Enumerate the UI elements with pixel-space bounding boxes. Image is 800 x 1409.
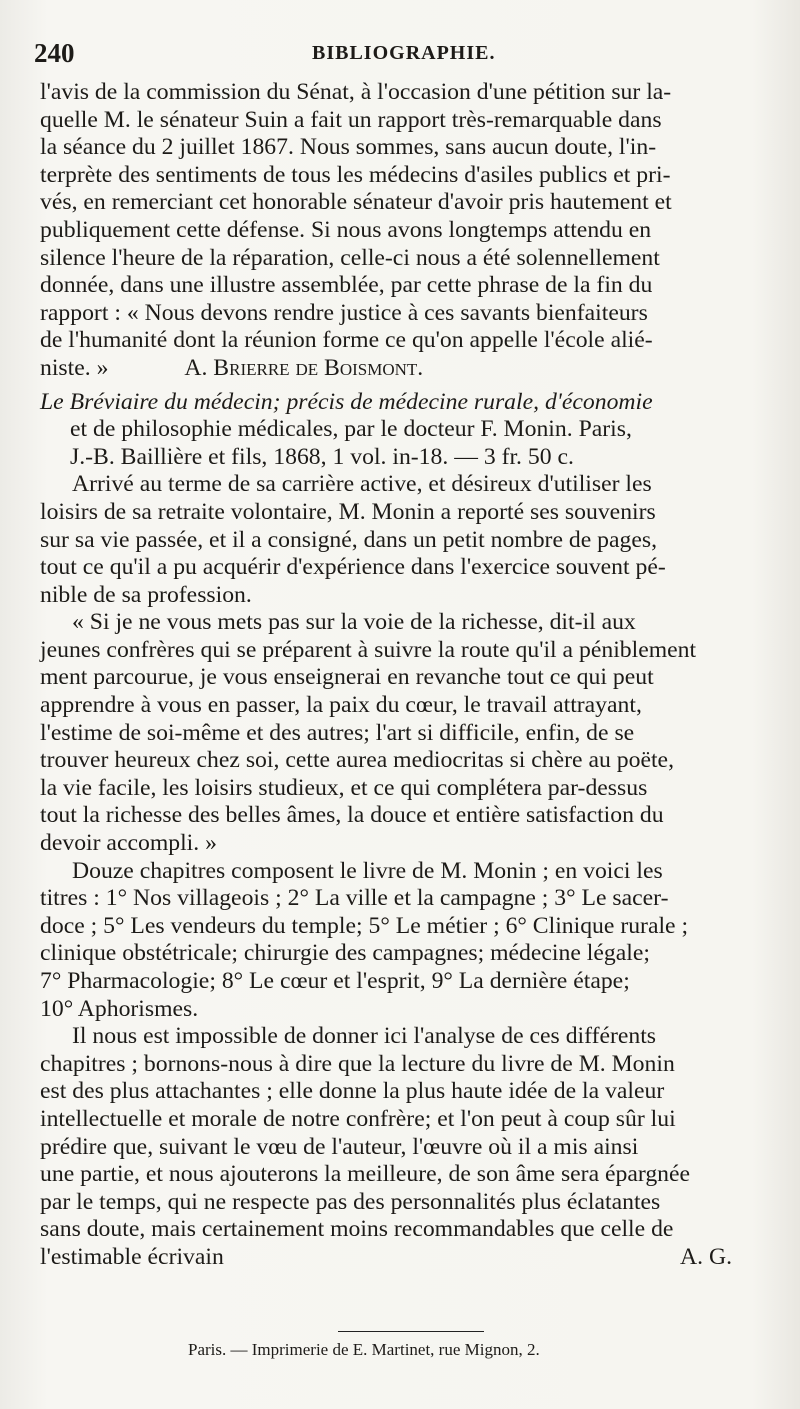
text-line: intellectuelle et morale de notre confrère; et l'on peut à coup sûr lui: [40, 1105, 676, 1132]
text-line: jeunes confrères qui se préparent à suivre la route qu'il a péniblement: [40, 636, 697, 663]
text-line: la séance du 2 juillet 1867. Nous sommes, sans aucun doute, l'in-: [40, 134, 657, 161]
review-closing-line: [40, 355, 762, 383]
closing-text: niste. »: [40, 354, 109, 381]
text-line: vés, en remerciant cet honorable sénateur d'avoir pris hautement et: [40, 189, 672, 216]
text-line: 10° Aphorismes.: [40, 995, 199, 1022]
text-line: loisirs de sa retraite volontaire, M. Monin a reporté ses souvenirs: [40, 498, 656, 525]
text-line: Douze chapitres composent le livre de M. Monin ; en voici les: [72, 857, 663, 884]
text-line: titres : 1° Nos villageois ; 2° La ville et la campagne ; 3° Le sacer-: [40, 885, 669, 912]
printer-imprint: Paris. — Imprimerie de E. Martinet, rue Mignon, 2.: [188, 1340, 540, 1359]
text-line: chapitres ; bornons-nous à dire que la lecture du livre de M. Monin: [40, 1050, 675, 1077]
text-line: l'estime de soi-même et des autres; l'art si difficile, enfin, de se: [40, 719, 635, 746]
text-line: 7° Pharmacologie; 8° Le cœur et l'esprit, 9° La dernière étape;: [40, 968, 630, 994]
book-title-line: J.-B. Baillière et fils, 1868, 1 vol. in-18. — 3 fr. 50 c.: [70, 443, 574, 470]
text-line: sans doute, mais certainement moins recommandables que celle de: [40, 1216, 674, 1243]
text-line: de l'humanité dont la réunion forme ce qu'on appelle l'école alié-: [40, 327, 653, 354]
text-line: Arrivé au terme de sa carrière active, et désireux d'utiliser les: [72, 471, 652, 498]
text-line: trouver heureux chez soi, cette aurea mediocritas si chère au poëte,: [40, 747, 674, 774]
text-line: « Si je ne vous mets pas sur la voie de la richesse, dit-il aux: [72, 609, 636, 636]
text-line: rapport : « Nous devons rendre justice à ces savants bienfaiteurs: [40, 299, 648, 326]
body-text: [40, 79, 762, 1272]
text-line: clinique obstétricale; chirurgie des campagnes; médecine légale;: [40, 940, 650, 967]
text-line: nible de sa profession.: [40, 581, 252, 608]
review-closing-line: [40, 1244, 762, 1272]
text-line: prédire que, suivant le vœu de l'auteur, l'œuvre où il a mis ainsi: [40, 1133, 639, 1160]
text-line: une partie, et nous ajouterons la meilleure, de son âme sera épargnée: [40, 1161, 691, 1188]
reviewer-signature: A. G.: [680, 1243, 732, 1270]
text-line: terprète des sentiments de tous les médecins d'asiles publics et pri-: [40, 161, 671, 188]
text-line: tout ce qu'il a pu acquérir d'expérience dans l'exercice souvent pé-: [40, 554, 666, 581]
text-line: par le temps, qui ne respecte pas des personnalités plus éclatantes: [40, 1188, 661, 1215]
page-header: [34, 38, 774, 72]
text-line: apprendre à vous en passer, la paix du cœur, le travail attrayant,: [40, 692, 642, 719]
text-line: Il nous est impossible de donner ici l'analyse de ces différents: [72, 1023, 657, 1050]
footer-rule: [338, 1331, 484, 1332]
text-line: la vie facile, les loisirs studieux, et ce qui complétera par-dessus: [40, 774, 648, 801]
closing-text: l'estimable écrivain: [40, 1243, 224, 1270]
book-title-line: et de philosophie médicales, par le docteur F. Monin. Paris,: [70, 416, 632, 443]
running-head: BIBLIOGRAPHIE.: [312, 42, 496, 64]
page-number: 240: [34, 38, 75, 68]
text-line: silence l'heure de la réparation, celle-ci nous a été solennellement: [40, 244, 660, 271]
text-line: publiquement cette défense. Si nous avons longtemps attendu en: [40, 216, 652, 243]
text-line: devoir accompli. »: [40, 830, 217, 857]
text-line: donnée, dans une illustre assemblée, par cette phrase de la fin du: [40, 272, 653, 299]
text-line: tout la richesse des belles âmes, la douce et entière satisfaction du: [40, 802, 664, 829]
text-line: doce ; 5° Les vendeurs du temple; 5° Le métier ; 6° Clinique rurale ;: [40, 912, 689, 939]
text-line: est des plus attachantes ; elle donne la plus haute idée de la valeur: [40, 1078, 665, 1105]
text-line: quelle M. le sénateur Suin a fait un rapport très-remarquable dans: [40, 106, 662, 133]
author-signature: A. Brierre de Boismont.: [184, 354, 424, 381]
text-line: sur sa vie passée, et il a consigné, dans un petit nombre de pages,: [40, 526, 658, 553]
text-line: l'avis de la commission du Sénat, à l'occasion d'une pétition sur la-: [40, 79, 672, 105]
text-line: ment parcourue, je vous enseignerai en revanche tout ce qui peut: [40, 664, 654, 691]
book-title-line: Le Bréviaire du médecin; précis de médecine rurale, d'économie: [40, 388, 653, 415]
